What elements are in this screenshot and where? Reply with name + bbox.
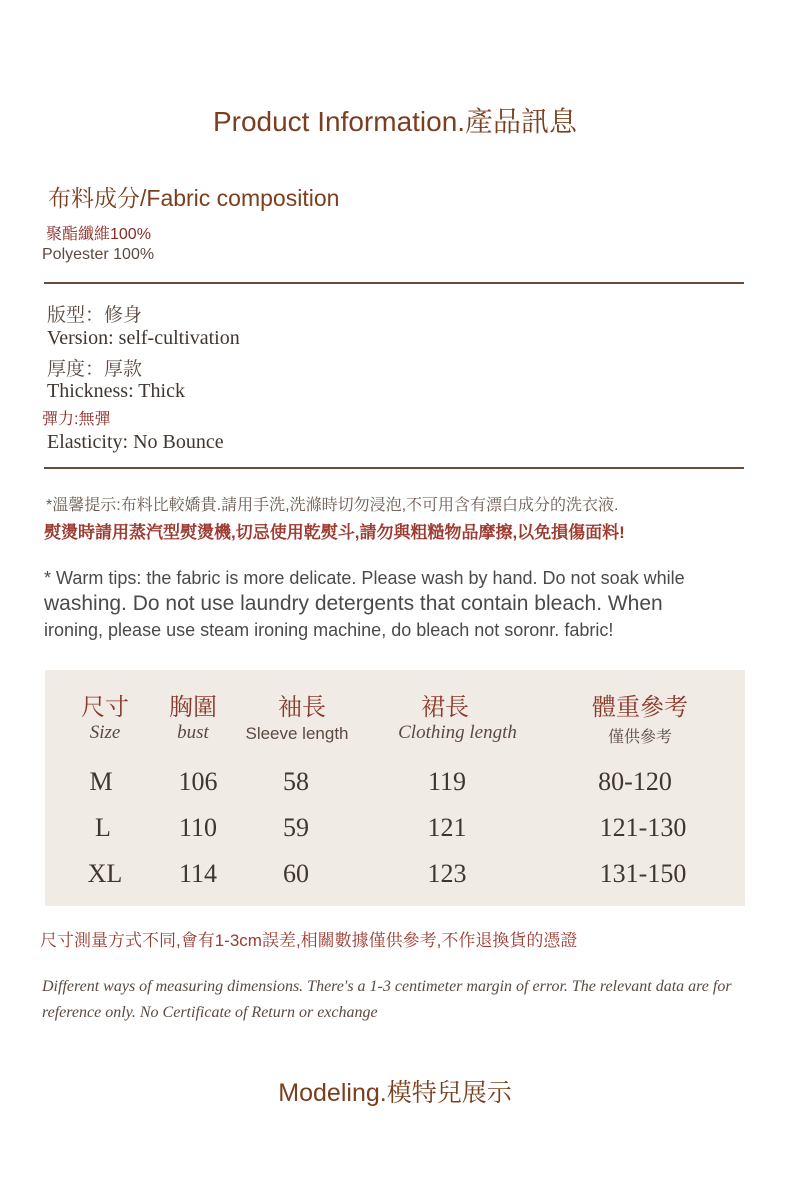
table-cell: M [89, 767, 113, 796]
table-cell: 121 [427, 813, 467, 842]
thickness-cn: 厚度：厚款 [47, 359, 143, 380]
elasticity-en: Elasticity: No Bounce [47, 431, 224, 453]
header-sleeve-en: Sleeve length [245, 724, 349, 743]
table-cell: 131-150 [599, 859, 687, 888]
fabric-cn: 聚酯纖維100% [46, 226, 151, 243]
table-cell: 59 [283, 813, 309, 842]
table-cell: 123 [427, 859, 467, 888]
header-bust-en: bust [177, 722, 209, 743]
tip-cn-line1: *溫馨提示:布料比較嬌貴.請用手洗,洗滌時切勿浸泡,不可用含有漂白成分的洗衣液. [46, 497, 619, 514]
table-cell: 110 [178, 813, 218, 842]
version-cn: 版型：修身 [47, 305, 143, 326]
table-cell: 60 [283, 859, 309, 888]
fabric-en: Polyester 100% [42, 246, 155, 263]
divider-1 [44, 282, 744, 284]
header-length-cn: 裙長 [421, 694, 469, 721]
header-weight-cn: 體重參考 [592, 694, 688, 721]
table-cell: 114 [178, 859, 218, 888]
divider-2 [44, 467, 744, 469]
tip-cn-line2: 熨燙時請用蒸汽型熨燙機,切忌使用乾熨斗,請勿與粗糙物品摩擦,以免損傷面料! [44, 523, 625, 542]
header-size-cn: 尺寸 [81, 694, 129, 721]
page-title: Product Information.產品訊息 [212, 106, 578, 137]
modeling-title: Modeling.模特兒展示 [278, 1079, 512, 1107]
tip-en-line2: washing. Do not use laundry detergents that contain bleach. When [44, 592, 663, 615]
table-cell: 119 [427, 767, 467, 796]
table-cell: 121-130 [599, 813, 687, 842]
table-cell: XL [87, 859, 123, 888]
measure-note-en: Different ways of measuring dimensions. There's a 1-3 centimeter margin of error. The relevant data are for reference only. No Certificate of Return or exchange [42, 978, 732, 1021]
header-length-en: Clothing length [398, 722, 517, 743]
table-cell: 106 [178, 767, 218, 796]
header-sleeve-cn: 袖長 [278, 694, 326, 721]
version-en: Version: self-cultivation [47, 327, 240, 349]
size-table [45, 670, 745, 906]
header-bust-cn: 胸圍 [169, 694, 217, 721]
header-weight-note: 僅供參考 [607, 729, 672, 746]
tip-en-line1: * Warm tips: the fabric is more delicate. Please wash by hand. Do not soak while [44, 568, 685, 588]
table-cell: L [95, 813, 111, 842]
table-cell: 58 [283, 767, 309, 796]
tip-en-line3: ironing, please use steam ironing machine, do bleach not soronr. fabric! [44, 620, 614, 640]
header-size-en: Size [89, 722, 121, 743]
thickness-en: Thickness: Thick [47, 380, 185, 402]
measure-note-cn: 尺寸測量方式不同,會有1-3cm誤差,相關數據僅供參考,不作退換貨的憑證 [40, 931, 578, 950]
elasticity-cn: 彈力:無彈 [42, 411, 111, 428]
table-cell: 80-120 [598, 767, 672, 796]
fabric-heading: 布料成分/Fabric composition [48, 185, 340, 211]
